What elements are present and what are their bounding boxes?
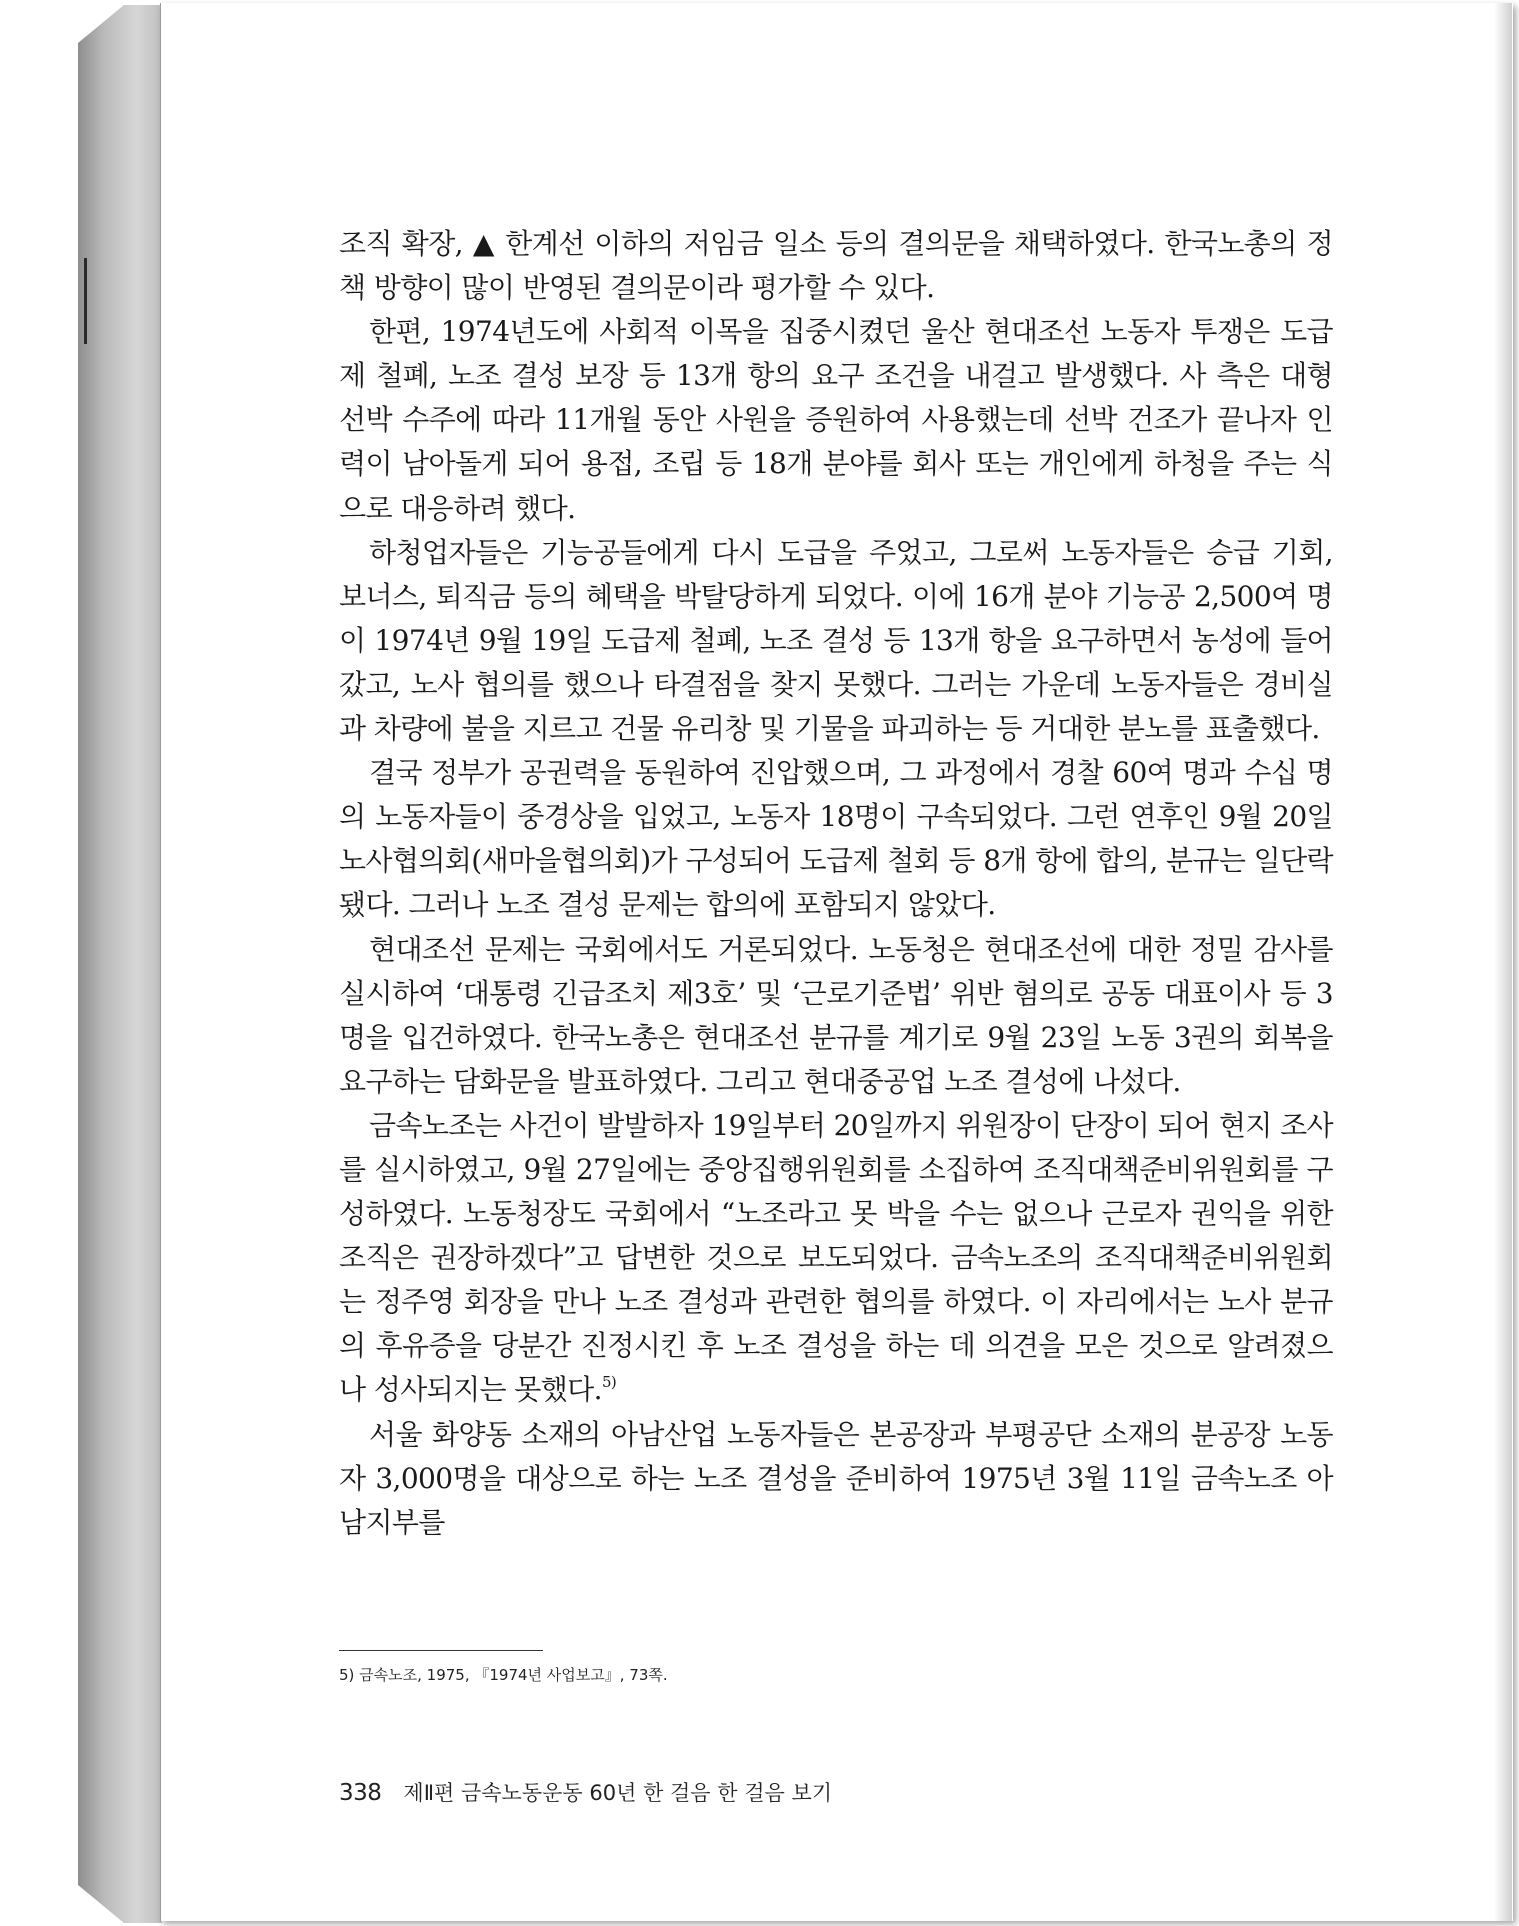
paragraph: 하청업자들은 기능공들에게 다시 도급을 주었고, 그로써 노동자들은 승급 기회, 보너스, 퇴직금 등의 혜택을 박탈당하게 되었다. 이에 16개 분야 기능공 2,500여 명이 1974년 9월 19일 도급제 철폐, 노조 결성 등 13개 항을 요구하면서 농성에 들어갔고, 노사 협의를 했으나 타결점을 찾지 못했다. 그러는 가운데 노동자들은 경비실과 차량에 불을 지르고 건물 유리창 및 기물을 파괴하는 등 거대한 분노를 표출했다. <box>339 535 1333 746</box>
running-title: 제Ⅱ편 금속노동운동 60년 한 걸음 한 걸음 보기 <box>403 1781 833 1805</box>
paragraph: 조직 확장, ▲ 한계선 이하의 저임금 일소 등의 결의문을 채택하였다. 한국노총의 정책 방향이 많이 반영된 결의문이라 평가할 수 있다. <box>339 227 1333 305</box>
page-edge-shadow <box>1494 3 1512 1921</box>
spine-bookmark <box>84 258 87 344</box>
paragraph-text: 금속노조는 사건이 발발하자 19일부터 20일까지 위원장이 단장이 되어 현지 조사를 실시하였고, 9월 27일에는 중앙집행위원회를 소집하여 조직대책준비위원회를 구성하였다. 노동청장도 국회에서 “노조라고 못 박을 수는 없으나 근로자 권익을 위한 조직은 권장하겠다”고 답변한 것으로 보도되었다. 금속노조의 조직대책준비위원회는 정주영 회장을 만나 노조 결성과 관련한 협의를 하였다. 이 자리에서는 노사 분규의 후유증을 당분간 진정시킨 후 노조 결성을 하는 데 의견을 모은 것으로 알려졌으나 성사되지는 못했다. <box>339 1108 1333 1407</box>
paragraph <box>339 1104 1333 1413</box>
body-text <box>339 222 1333 1545</box>
paragraph: 서울 화양동 소재의 아남산업 노동자들은 본공장과 부평공단 소재의 분공장 노동자 3,000명을 대상으로 하는 노조 결성을 준비하여 1975년 3월 11일 금속노조 아남지부를 <box>339 1417 1333 1539</box>
page-number: 338 <box>339 1780 382 1806</box>
paragraph: 한편, 1974년도에 사회적 이목을 집중시켰던 울산 현대조선 노동자 투쟁은 도급제 철폐, 노조 결성 보장 등 13개 항의 요구 조건을 내걸고 발생했다. 사 측은 대형 선박 수주에 따라 11개월 동안 사원을 증원하여 사용했는데 선박 건조가 끝나자 인력이 남아돌게 되어 용접, 조립 등 18개 분야를 회사 또는 개인에게 하청을 주는 식으로 대응하려 했다. <box>339 315 1333 525</box>
page-footer <box>339 1777 832 1807</box>
footnote-divider <box>339 1650 543 1651</box>
footnote-reference[interactable]: 5) <box>601 1373 617 1392</box>
paragraph: 현대조선 문제는 국회에서도 거론되었다. 노동청은 현대조선에 대한 정밀 감사를 실시하여 ‘대통령 긴급조치 제3호’ 및 ‘근로기준법’ 위반 혐의로 공동 대표이사 등 3명을 입건하였다. 한국노총은 현대조선 분규를 계기로 9월 23일 노동 3권의 회복을 요구하는 담화문을 발표하였다. 그리고 현대중공업 노조 결성에 나섰다. <box>339 932 1333 1098</box>
paragraph: 결국 정부가 공권력을 동원하여 진압했으며, 그 과정에서 경찰 60여 명과 수십 명의 노동자들이 중경상을 입었고, 노동자 18명이 구속되었다. 그런 연후인 9월 20일 노사협의회(새마을협의회)가 구성되어 도급제 철회 등 8개 항에 합의, 분규는 일단락됐다. 그러나 노조 결성 문제는 합의에 포함되지 않았다. <box>339 756 1333 922</box>
book-spine <box>78 5 162 1923</box>
footnote: 5) 금속노조, 1975, 『1974년 사업보고』, 73쪽. <box>339 1666 668 1684</box>
